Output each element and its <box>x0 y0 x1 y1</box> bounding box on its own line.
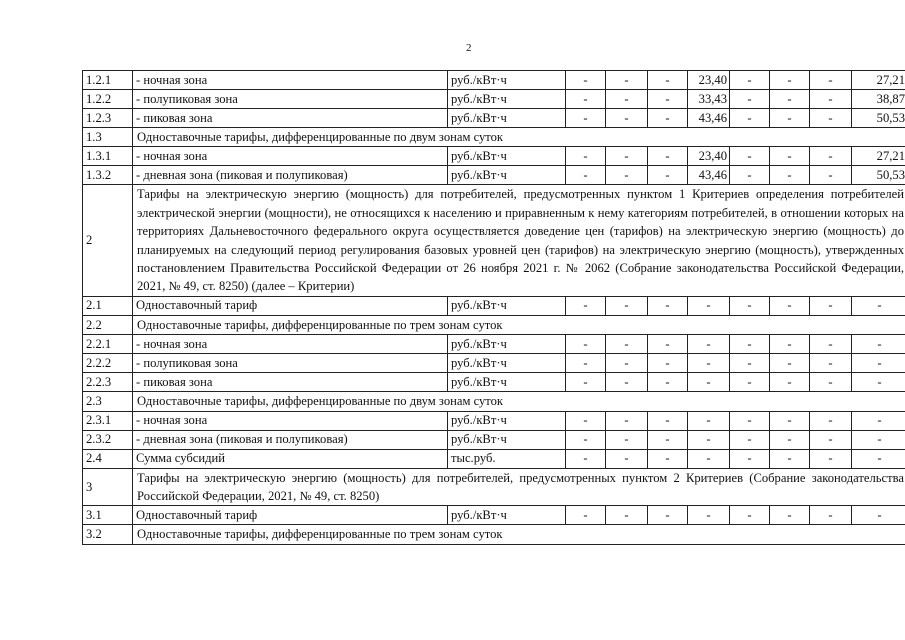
row-value: - <box>770 166 810 185</box>
row-value: - <box>648 506 688 525</box>
row-value: - <box>648 147 688 166</box>
row-code: 2 <box>83 185 133 296</box>
row-value: - <box>566 147 606 166</box>
row-unit: руб./кВт·ч <box>448 296 566 315</box>
row-unit: руб./кВт·ч <box>448 147 566 166</box>
row-name: - дневная зона (пиковая и полупиковая) <box>133 166 448 185</box>
row-value: - <box>852 335 905 354</box>
row-code: 2.2.1 <box>83 335 133 354</box>
row-value: - <box>730 71 770 90</box>
row-value: - <box>566 90 606 109</box>
row-code: 2.2.3 <box>83 373 133 392</box>
row-value: - <box>770 411 810 430</box>
row-value: - <box>606 449 648 468</box>
row-value: - <box>606 296 648 315</box>
row-value: - <box>566 296 606 315</box>
section-row <box>83 525 905 544</box>
row-value: - <box>852 411 905 430</box>
row-value: - <box>648 296 688 315</box>
row-value: - <box>770 373 810 392</box>
row-value: - <box>606 71 648 90</box>
row-value: - <box>810 449 852 468</box>
row-code: 3.2 <box>83 525 133 544</box>
tariff-table-body <box>83 71 905 545</box>
row-value: 23,40 <box>688 71 730 90</box>
row-code: 1.3 <box>83 128 133 147</box>
row-value: 33,43 <box>688 90 730 109</box>
row-value: - <box>566 430 606 449</box>
row-code: 2.3 <box>83 392 133 411</box>
row-value: - <box>730 296 770 315</box>
row-value: - <box>688 411 730 430</box>
table-row <box>83 296 905 315</box>
section-row <box>83 468 905 506</box>
row-value: - <box>566 71 606 90</box>
row-code: 2.2.2 <box>83 354 133 373</box>
table-row <box>83 109 905 128</box>
row-value: - <box>730 430 770 449</box>
row-code: 2.1 <box>83 296 133 315</box>
row-value: - <box>606 166 648 185</box>
row-value: - <box>810 109 852 128</box>
row-unit: руб./кВт·ч <box>448 411 566 430</box>
row-value: 50,53 <box>852 166 905 185</box>
row-unit: руб./кВт·ч <box>448 90 566 109</box>
row-value: - <box>730 354 770 373</box>
row-value: 38,87 <box>852 90 905 109</box>
row-unit: руб./кВт·ч <box>448 506 566 525</box>
row-value: - <box>730 411 770 430</box>
table-row <box>83 90 905 109</box>
row-value: - <box>770 430 810 449</box>
row-name: - ночная зона <box>133 147 448 166</box>
row-name: - дневная зона (пиковая и полупиковая) <box>133 430 448 449</box>
row-value: - <box>852 506 905 525</box>
section-title: Одноставочные тарифы, дифференцированные по трем зонам суток <box>133 315 905 334</box>
row-value: - <box>648 109 688 128</box>
row-value: - <box>770 506 810 525</box>
row-value: - <box>730 373 770 392</box>
row-value: - <box>606 411 648 430</box>
row-value: - <box>770 335 810 354</box>
row-name: Одноставочный тариф <box>133 506 448 525</box>
row-code: 1.2.1 <box>83 71 133 90</box>
section-title: Тарифы на электрическую энергию (мощность) для потребителей, предусмотренных пунктом 2 Критериев (Собрание законодательства Российской Федерации, 2021, № 49, ст. 8250) <box>133 468 905 506</box>
row-value: - <box>730 166 770 185</box>
row-name: Одноставочный тариф <box>133 296 448 315</box>
row-value: - <box>852 373 905 392</box>
table-row <box>83 506 905 525</box>
row-unit: руб./кВт·ч <box>448 109 566 128</box>
table-row <box>83 373 905 392</box>
row-value: - <box>606 373 648 392</box>
row-unit: руб./кВт·ч <box>448 71 566 90</box>
row-value: - <box>852 296 905 315</box>
row-unit: руб./кВт·ч <box>448 166 566 185</box>
row-value: - <box>606 147 648 166</box>
row-value: - <box>810 411 852 430</box>
row-code: 2.3.1 <box>83 411 133 430</box>
row-value: - <box>810 71 852 90</box>
row-value: - <box>770 109 810 128</box>
row-name: Сумма субсидий <box>133 449 448 468</box>
row-value: - <box>852 430 905 449</box>
row-value: - <box>688 430 730 449</box>
section-title: Одноставочные тарифы, дифференцированные по двум зонам суток <box>133 392 905 411</box>
row-value: - <box>770 71 810 90</box>
row-value: - <box>648 430 688 449</box>
row-value: - <box>810 147 852 166</box>
row-value: - <box>648 449 688 468</box>
row-unit: тыс.руб. <box>448 449 566 468</box>
row-code: 1.3.1 <box>83 147 133 166</box>
row-unit: руб./кВт·ч <box>448 430 566 449</box>
row-unit: руб./кВт·ч <box>448 335 566 354</box>
section-row <box>83 392 905 411</box>
row-value: - <box>688 373 730 392</box>
row-value: - <box>852 449 905 468</box>
row-value: - <box>566 411 606 430</box>
row-value: - <box>566 354 606 373</box>
row-value: - <box>770 90 810 109</box>
row-value: - <box>688 335 730 354</box>
row-value: - <box>810 430 852 449</box>
table-row <box>83 449 905 468</box>
section-title: Одноставочные тарифы, дифференцированные по трем зонам суток <box>133 525 905 544</box>
row-value: - <box>566 506 606 525</box>
row-value: - <box>648 335 688 354</box>
row-value: 27,21 <box>852 71 905 90</box>
row-value: - <box>606 430 648 449</box>
row-value: - <box>730 335 770 354</box>
table-row <box>83 71 905 90</box>
row-value: - <box>648 373 688 392</box>
table-row <box>83 430 905 449</box>
row-value: - <box>566 335 606 354</box>
row-name: - пиковая зона <box>133 109 448 128</box>
row-name: - ночная зона <box>133 71 448 90</box>
row-value: - <box>688 506 730 525</box>
row-value: - <box>606 90 648 109</box>
row-name: - полупиковая зона <box>133 354 448 373</box>
section-row <box>83 315 905 334</box>
row-value: - <box>810 296 852 315</box>
row-value: - <box>688 354 730 373</box>
row-code: 3.1 <box>83 506 133 525</box>
row-code: 1.2.2 <box>83 90 133 109</box>
row-code: 1.3.2 <box>83 166 133 185</box>
row-value: - <box>688 449 730 468</box>
table-row <box>83 147 905 166</box>
row-value: 43,46 <box>688 109 730 128</box>
row-code: 2.4 <box>83 449 133 468</box>
row-value: - <box>730 449 770 468</box>
row-unit: руб./кВт·ч <box>448 354 566 373</box>
section-title: Тарифы на электрическую энергию (мощность) для потребителей, предусмотренных пунктом 1 Критериев определения потребителей электрической энергии (мощности), не относящихся к населению и приравненным к нему категориям потребителей, в отношении которых на территориях Дальневосточного федерального округа осуществляется доведение цен (тарифов) на электрическую энергию (мощность) до планируемых на следующий период регулирования базовых уровней цен (тарифов) на электрическую энергию (мощность), утвержденных постановлением Правительства Российской Федерации от 26 ноября 2021 г. № 2062 (Собрание законодательства Российской Федерации, 2021, № 49, ст. 8250) (далее – Критерии) <box>133 185 905 296</box>
row-value: 27,21 <box>852 147 905 166</box>
row-unit: руб./кВт·ч <box>448 373 566 392</box>
row-value: - <box>770 354 810 373</box>
row-value: - <box>566 166 606 185</box>
row-code: 2.3.2 <box>83 430 133 449</box>
table-row <box>83 335 905 354</box>
row-value: - <box>648 90 688 109</box>
row-value: - <box>606 354 648 373</box>
section-row <box>83 185 905 296</box>
row-value: - <box>730 90 770 109</box>
row-value: - <box>730 506 770 525</box>
row-name: - ночная зона <box>133 411 448 430</box>
row-value: - <box>810 373 852 392</box>
row-value: 50,53 <box>852 109 905 128</box>
row-value: - <box>688 296 730 315</box>
row-value: - <box>810 90 852 109</box>
row-value: - <box>606 506 648 525</box>
row-value: - <box>566 373 606 392</box>
row-name: - полупиковая зона <box>133 90 448 109</box>
row-value: - <box>810 166 852 185</box>
row-value: - <box>730 147 770 166</box>
row-code: 1.2.3 <box>83 109 133 128</box>
table-row <box>83 354 905 373</box>
row-value: - <box>730 109 770 128</box>
row-value: - <box>852 354 905 373</box>
row-value: - <box>810 354 852 373</box>
row-value: - <box>770 449 810 468</box>
row-value: - <box>606 335 648 354</box>
row-value: - <box>810 506 852 525</box>
row-code: 2.2 <box>83 315 133 334</box>
row-value: - <box>648 411 688 430</box>
section-row <box>83 128 905 147</box>
row-value: - <box>566 449 606 468</box>
row-name: - пиковая зона <box>133 373 448 392</box>
tariff-table <box>82 70 905 545</box>
row-value: - <box>770 296 810 315</box>
row-value: 23,40 <box>688 147 730 166</box>
row-value: - <box>566 109 606 128</box>
row-value: - <box>648 166 688 185</box>
table-row <box>83 166 905 185</box>
page-number: 2 <box>466 42 472 54</box>
row-name: - ночная зона <box>133 335 448 354</box>
row-value: - <box>810 335 852 354</box>
row-value: - <box>606 109 648 128</box>
row-value: - <box>770 147 810 166</box>
table-row <box>83 411 905 430</box>
section-title: Одноставочные тарифы, дифференцированные по двум зонам суток <box>133 128 905 147</box>
row-value: - <box>648 71 688 90</box>
row-value: - <box>648 354 688 373</box>
row-code: 3 <box>83 468 133 506</box>
row-value: 43,46 <box>688 166 730 185</box>
